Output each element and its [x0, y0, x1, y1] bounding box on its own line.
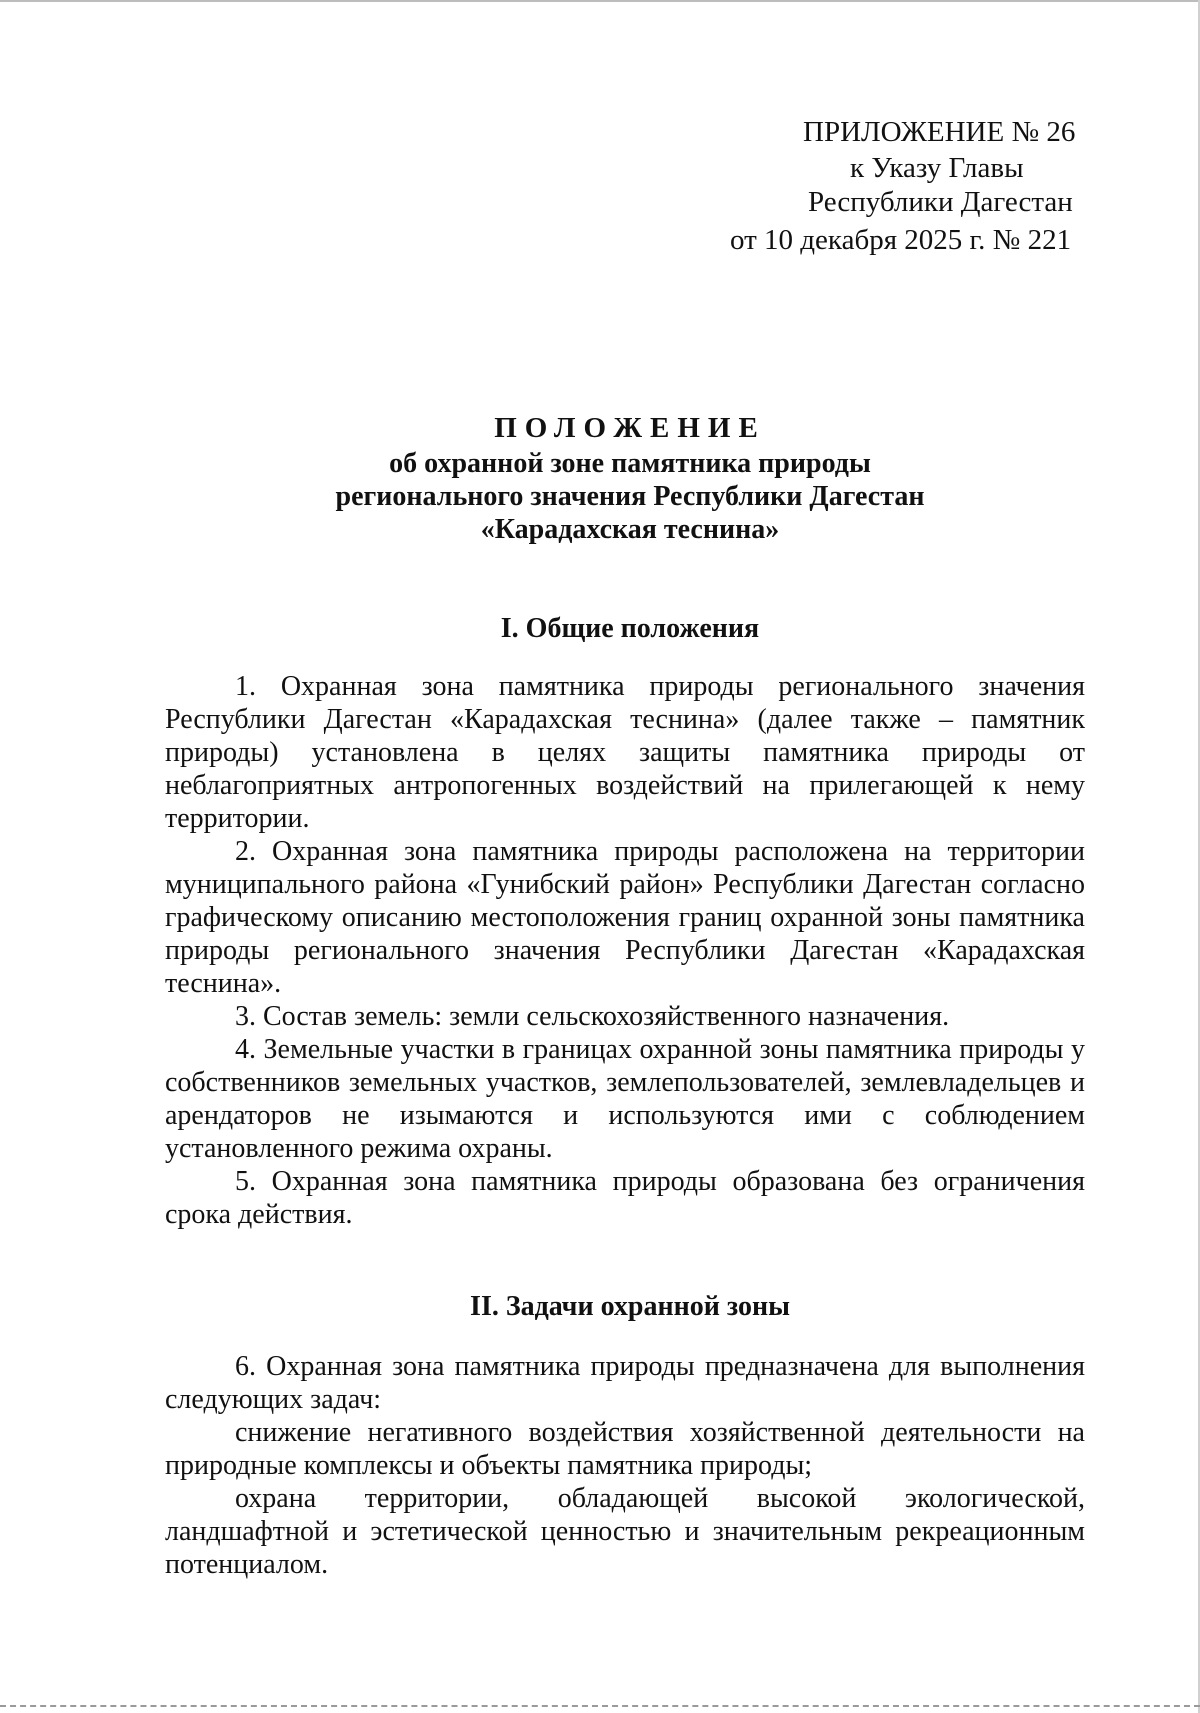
- paragraph-3: 3. Состав земель: земли сельскохозяйственного назначения.: [235, 1001, 950, 1032]
- paragraph-4: 4. Земельные участки в границах охранной зоны памятника природы у собственников земельных участков, землепользователей, землевладельцев и арендаторов не изымаются и используются ими с соблюдением установленного режима охраны.: [165, 1034, 1085, 1164]
- title-line-2: регионального значения Республики Дагестан: [335, 481, 925, 512]
- appendix-number: ПРИЛОЖЕНИЕ № 26: [803, 116, 1076, 148]
- scan-edge-bottom: [0, 1705, 1200, 1707]
- title-line-3: «Карадахская теснина»: [480, 514, 780, 545]
- section-1-body: [165, 670, 1085, 1231]
- task-item-1: снижение негативного воздействия хозяйственной деятельности на природные комплексы и объекты памятника природы;: [165, 1417, 1085, 1481]
- paragraph-1: 1. Охранная зона памятника природы регионального значения Республики Дагестан «Карадахская теснина» (далее также – памятник природы) установлена в целях защиты памятника природы от неблагоприятных антропогенных воздействий на прилегающей к нему территории.: [165, 671, 1085, 834]
- appendix-republic: Республики Дагестан: [808, 186, 1073, 218]
- section-2-body: [165, 1350, 1085, 1581]
- section-1-heading: I. Общие положения: [500, 613, 760, 644]
- document-title: [160, 412, 1100, 546]
- task-item-2: охрана территории, обладающей высокой экологической, ландшафтной и эстетической ценностью и значительным рекреационным потенциалом.: [165, 1483, 1085, 1580]
- appendix-date: от 10 декабря 2025 г. № 221: [730, 224, 1072, 256]
- appendix-decree-ref: к Указу Главы: [850, 152, 1024, 184]
- paragraph-6: 6. Охранная зона памятника природы предназначена для выполнения следующих задач:: [165, 1351, 1085, 1415]
- section-2-heading: II. Задачи охранной зоны: [470, 1291, 790, 1322]
- title-heading: ПОЛОЖЕНИЕ: [494, 412, 766, 444]
- scan-edge-top: [0, 0, 1200, 2]
- title-line-1: об охранной зоне памятника природы: [389, 448, 871, 479]
- paragraph-5: 5. Охранная зона памятника природы образована без ограничения срока действия.: [165, 1166, 1085, 1230]
- paragraph-2: 2. Охранная зона памятника природы расположена на территории муниципального района «Гунибский район» Республики Дагестан согласно графическому описанию местоположения границ охранной зоны памятника природы регионального значения Республики Дагестан «Карадахская теснина».: [165, 836, 1085, 999]
